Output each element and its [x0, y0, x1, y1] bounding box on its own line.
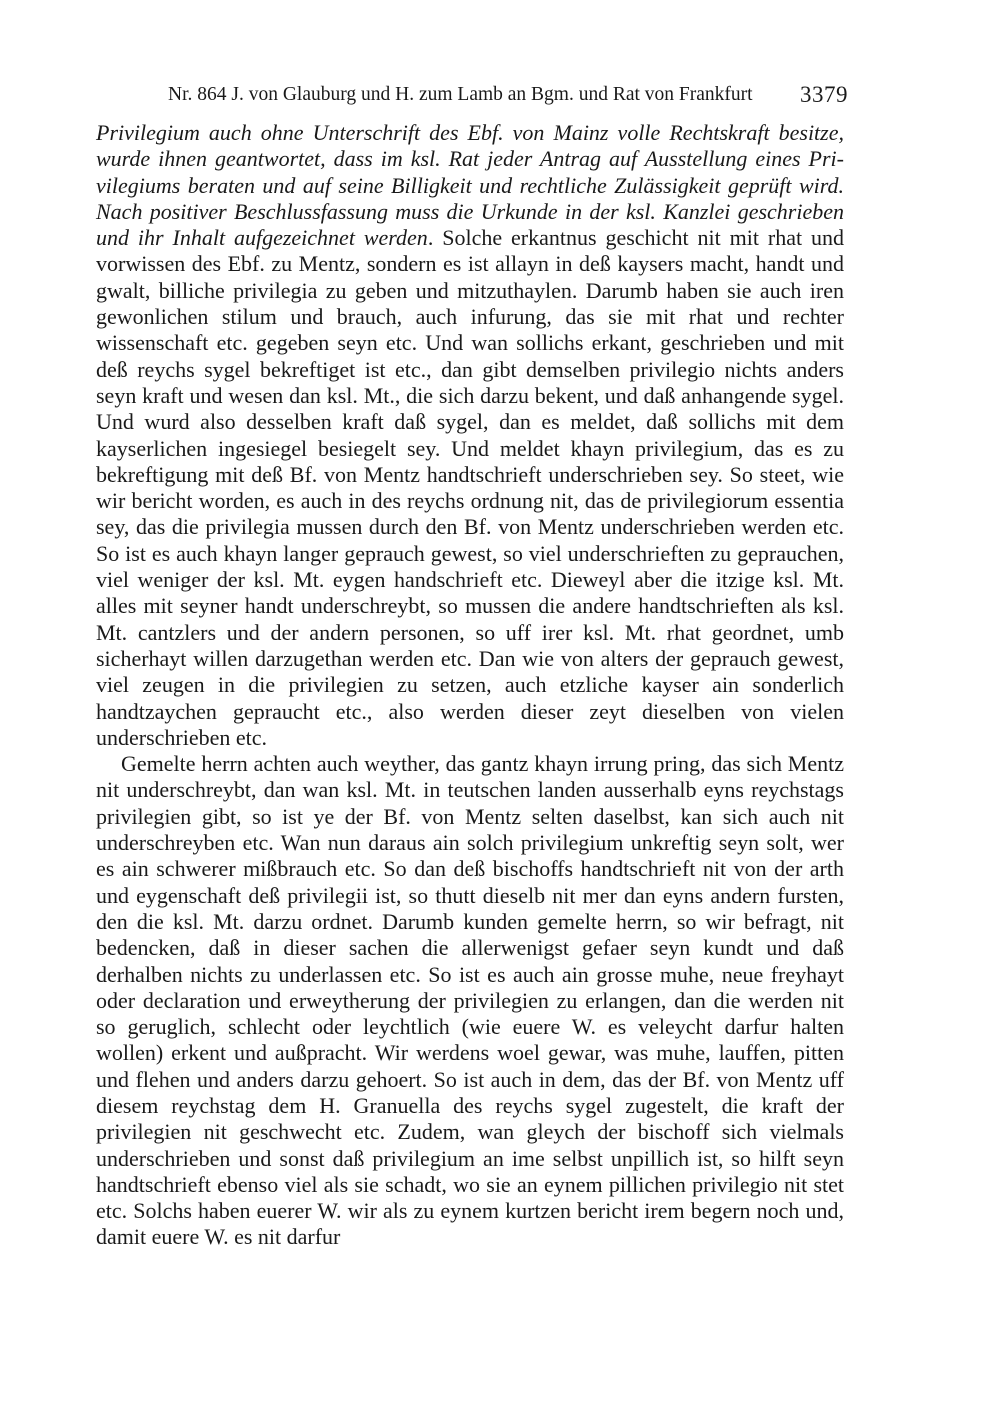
italic-summary: Privilegium auch ohne Unterschrift des Ebf. von Mainz volle Rechtskraft besitze, wurde ihnen geantwortet, dass im ksl. Rat jeder Antrag auf Ausstellung eines Privilegiums beraten und auf seine Billigkeit und rechtliche Zulässigkeit geprüft wird. Nach positiver Beschlussfassung muss die Urkunde in der ksl. Kanzlei geschrieben und ihr Inhalt aufgezeichnet werden: [96, 120, 844, 251]
paragraph-2: Gemelte herrn achten auch weyther, das gantz khayn irrung pring, das sich Mentz nit underschreybt, dan wan ksl. Mt. in teutschen landen ausserhalb eyns reychstags privilegien gibt, so ist ye der Bf. von Mentz selten daselbst, kan sich auch nit underschreyben etc. Wan nun daraus ain solch privilegium unkreftig seyn solt, wer es ain schwerer mißbrauch etc. So dan deß bischoffs handtschrieft nit von der arth und eygenschaft deß privilegii ist, so thutt dieselb nit mer dan eyns andern fursten, den die ksl. Mt. darzu ordnet. Darumb kunden gemelte herrn, so wir befragt, nit bedencken, daß in dieser sachen die allerwenigst gefaer seyn kundt und daß derhalben nichts zu underlassen etc. So ist es auch ain grosse muhe, neue freyhayt oder declaration und erweytherung der privilegien zu erlangen, dan die werden nit so geruglich, schlecht oder leychtlich (wie euere W. es veleycht darfur halten wollen) erkent und außpracht. Wir werdens woel gewar, was muhe, lauffen, pitten und flehen und anders darzu gehoert. So ist auch in dem, das der Bf. von Mentz uff diesem reychstag dem H. Granuella des reychs sygel zugestelt, die kraft der privilegien nit geschwecht etc. Zudem, wan gleych der bischoff sich vielmals underschrieben und sonst daß privilegium an ime selbst unpillich ist, so hilft seyn handtschrieft ebenso viel als sie schadt, wo sie an eynem pillichen privilegio nit stet etc. Solchs haben euerer W. wir als zu eynem kurtzen bericht irem begern noch und, damit euere W. es nit darfur: [96, 751, 844, 1250]
running-head-title: Nr. 864 J. von Glauburg und H. zum Lamb an Bgm. und Rat von Frankfurt: [168, 84, 753, 105]
running-header: [168, 80, 848, 110]
main-text: [96, 120, 844, 1251]
quoted-text: . Solche erkantnus geschicht nit mit rhat und vorwissen des Ebf. zu Mentz, sondern es ist allayn in deß kaysers macht, handt und gwalt, billiche privilegia zu geben und mitzuthaylen. Darumb haben sie auch iren gewonlichen stilum und brauch, auch infurung, das sie mit rhat und rechter wissenschaft etc. gegeben seyn etc. Und wan sollichs erkant, geschrieben und mit deß reychs sygel bekreftiget ist etc., dan gibt demselben privilegio nichts anders seyn kraft und wesen dan ksl. Mt., die sich darzu bekent, und daß anhangende sygel. Und wurd also desselben kraft daß sygel, dan es meldet, daß sollichs mit dem kayserlichen ingesiegel besiegelt sey. Und meldet khayn privilegium, das es zu bekreftigung mit deß Bf. von Mentz handtschrieft underschrieben sey. So steet, wie wir bericht worden, es auch in des reychs ordnung nit, das de privilegiorum essentia sey, das die privilegia mussen durch den Bf. von Mentz underschrieben werden etc. So ist es auch khayn langer geprauch gewest, so viel underschrieften zu geprauchen, viel weniger der ksl. Mt. eygen handschrieft etc. Dieweyl aber die itzige ksl. Mt. alles mit seyner handt underschreybt, so mussen die andere handtschrieften als ksl. Mt. cantzlers und der andern personen, so uff irer ksl. Mt. rhat geordnet, umb sicherhayt willen darzugethan werden etc. Dan wie von alters der geprauch gewest, viel zeugen in die privilegien zu setzen, auch etzliche kayser ain sonderlich handtzaychen gepraucht etc., also werden dieser zeyt dieselben von vielen underschrieben etc.: [96, 225, 844, 750]
page-number: 3379: [800, 82, 848, 107]
paragraph-1: [96, 120, 844, 751]
